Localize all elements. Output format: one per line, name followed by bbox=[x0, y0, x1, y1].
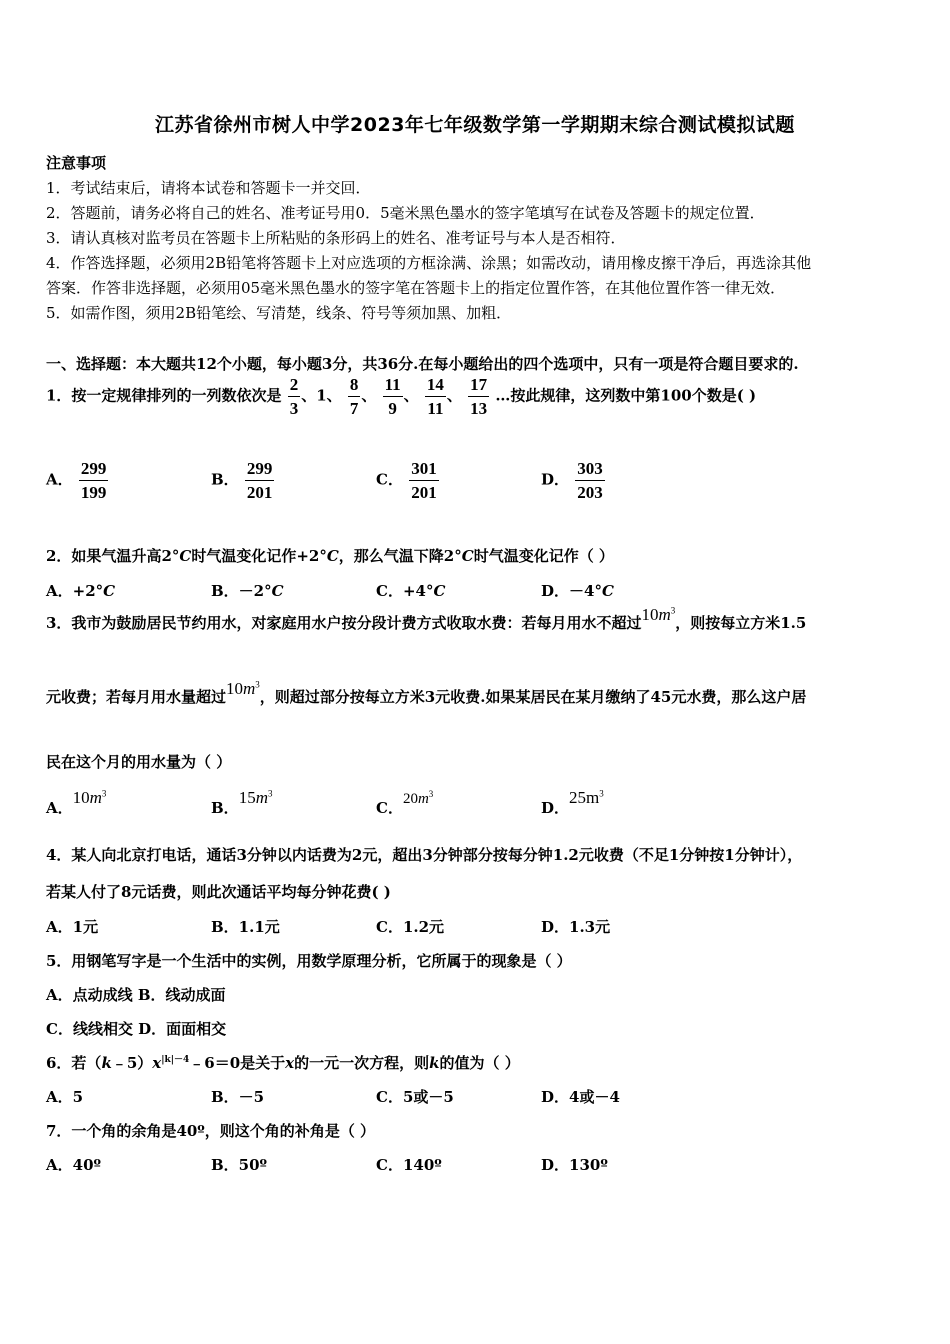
q4-option-c[interactable]: C．1.2元 bbox=[376, 918, 445, 936]
notice-item: 2．答题前，请务必将自己的姓名、准考证号用0．5毫米黑色墨水的签字笔填写在试卷及答题卡的规定位置． bbox=[46, 204, 765, 222]
q3-option-c[interactable]: C．$20m^3$ bbox=[376, 789, 434, 817]
question-3-line-3: 民在这个月的用水量为（ ） bbox=[46, 753, 232, 771]
question-3-line-1: 3．我市为鼓励居民节约用水，对家庭用水户按分段计费方式收取水费：若每月用水不超过$10m^3$，则按每立方米1.5 bbox=[46, 605, 807, 632]
q3-option-d[interactable]: D．$25m^3$ bbox=[541, 788, 604, 817]
fraction: $\frac{303}{203}$ bbox=[577, 459, 603, 502]
fraction: $\frac{2}{3}$ bbox=[289, 375, 299, 418]
fraction: $\frac{301}{201}$ bbox=[411, 459, 437, 502]
q5-options-row-2[interactable]: C．线线相交 D．面面相交 bbox=[46, 1020, 227, 1038]
fraction: $\frac{14}{11}$ bbox=[426, 375, 444, 418]
q1-option-a[interactable]: A． $\frac{299}{199}$ bbox=[46, 459, 107, 502]
q6-option-a[interactable]: A．5 bbox=[46, 1088, 84, 1106]
q6-option-c[interactable]: C．5或－5 bbox=[376, 1088, 454, 1106]
fraction: $\frac{299}{199}$ bbox=[80, 459, 107, 502]
question-3-line-2: 元收费；若每月用水量超过$10m^3$，则超过部分按每立方米3元收费.如果某居民在某月缴纳了45元水费，那么这户居 bbox=[46, 679, 807, 706]
q6-option-b[interactable]: B．－5 bbox=[211, 1088, 265, 1106]
q6-option-d[interactable]: D．4或－4 bbox=[541, 1088, 620, 1106]
fraction: $\frac{8}{7}$ bbox=[349, 375, 359, 418]
question-1: 1．按一定规律排列的一列数依次是 $\frac{2}{3}$ 、1、 $\frac{8}{7}$ 、 $\frac{11}{9}$ 、 $\frac{14}{11}$ 、 $\frac{17}{13}$ …按此规律，这列数中第100个数是( ) bbox=[46, 375, 757, 418]
notice-item: 4．作答选择题，必须用2B铅笔将答题卡上对应选项的方框涂满、涂黑；如需改动，请用橡皮擦干净后，再选涂其他 bbox=[46, 254, 812, 272]
q1-option-c[interactable]: C． $\frac{301}{201}$ bbox=[376, 459, 437, 502]
question-4-line-1: 4．某人向北京打电话，通话3分钟以内话费为2元，超出3分钟部分按每分钟1.2元收费（不足1分钟按1分钟计）， bbox=[46, 846, 803, 864]
notice-item: 3．请认真核对监考员在答题卡上所粘贴的条形码上的姓名、准考证号与本人是否相符． bbox=[46, 229, 626, 247]
q2-option-a[interactable]: A．+2°C bbox=[46, 582, 116, 600]
q1-prefix: 1．按一定规律排列的一列数依次是 bbox=[46, 386, 282, 405]
question-6: 6．若$(k﹣5)x^{|k|-4}﹣6=0$是关于x的一元一次方程，则k的值为（ ） bbox=[46, 1054, 520, 1072]
q3-option-b[interactable]: B．$15m^3$ bbox=[211, 788, 273, 817]
q2-option-b[interactable]: B．－2°C bbox=[211, 582, 284, 600]
question-7: 7．一个角的余角是40º，则这个角的补角是（ ） bbox=[46, 1122, 376, 1140]
question-4-line-2: 若某人付了8元话费，则此次通话平均每分钟花费( ) bbox=[46, 883, 391, 901]
quantity-10m3: $10m^3$ bbox=[226, 679, 260, 698]
question-5: 5．用钢笔写字是一个生活中的实例，用数学原理分析，它所属于的现象是（ ） bbox=[46, 952, 572, 970]
notice-heading: 注意事项 bbox=[46, 154, 107, 172]
notice-item: 1．考试结束后，请将本试卷和答题卡一并交回． bbox=[46, 179, 371, 197]
exam-title: 江苏省徐州市树人中学2023年七年级数学第一学期期末综合测试模拟试题 bbox=[155, 114, 795, 136]
fraction: $\frac{17}{13}$ bbox=[470, 375, 488, 418]
fraction: $\frac{11}{9}$ bbox=[384, 375, 401, 418]
q1-option-b[interactable]: B． $\frac{299}{201}$ bbox=[211, 459, 273, 502]
q5-options-row-1[interactable]: A．点动成线 B．线动成面 bbox=[46, 986, 226, 1004]
q3-option-a[interactable]: A．$10m^3$ bbox=[46, 788, 107, 817]
q4-option-d[interactable]: D．1.3元 bbox=[541, 918, 611, 936]
q7-option-a[interactable]: A．40º bbox=[46, 1156, 102, 1174]
q7-option-c[interactable]: C．140º bbox=[376, 1156, 442, 1174]
q2-option-d[interactable]: D．－4°C bbox=[541, 582, 614, 600]
question-2: 2．如果气温升高2°C时气温变化记作+2°C，那么气温下降2°C时气温变化记作（ ） bbox=[46, 547, 614, 565]
notice-item: 5．如需作图，须用2B铅笔绘、写清楚，线条、符号等须加黑、加粗． bbox=[46, 304, 512, 322]
q1-suffix: …按此规律，这列数中第100个数是( ) bbox=[495, 386, 757, 405]
quantity-10m3: $10m^3$ bbox=[641, 605, 676, 624]
q7-option-b[interactable]: B．50º bbox=[211, 1156, 268, 1174]
q2-option-c[interactable]: C．+4°C bbox=[376, 582, 446, 600]
q7-option-d[interactable]: D．130º bbox=[541, 1156, 608, 1174]
q1-option-d[interactable]: D． $\frac{303}{203}$ bbox=[541, 459, 603, 502]
q4-option-b[interactable]: B．1.1元 bbox=[211, 918, 280, 936]
section-heading: 一、选择题：本大题共12个小题，每小题3分，共36分.在每小题给出的四个选项中，只有一项是符合题目要求的. bbox=[46, 355, 799, 373]
fraction: $\frac{299}{201}$ bbox=[246, 459, 273, 502]
notice-item: 答案．作答非选择题，必须用05毫米黑色墨水的签字笔在答题卡上的指定位置作答，在其他位置作答一律无效． bbox=[46, 279, 786, 297]
q4-option-a[interactable]: A．1元 bbox=[46, 918, 99, 936]
